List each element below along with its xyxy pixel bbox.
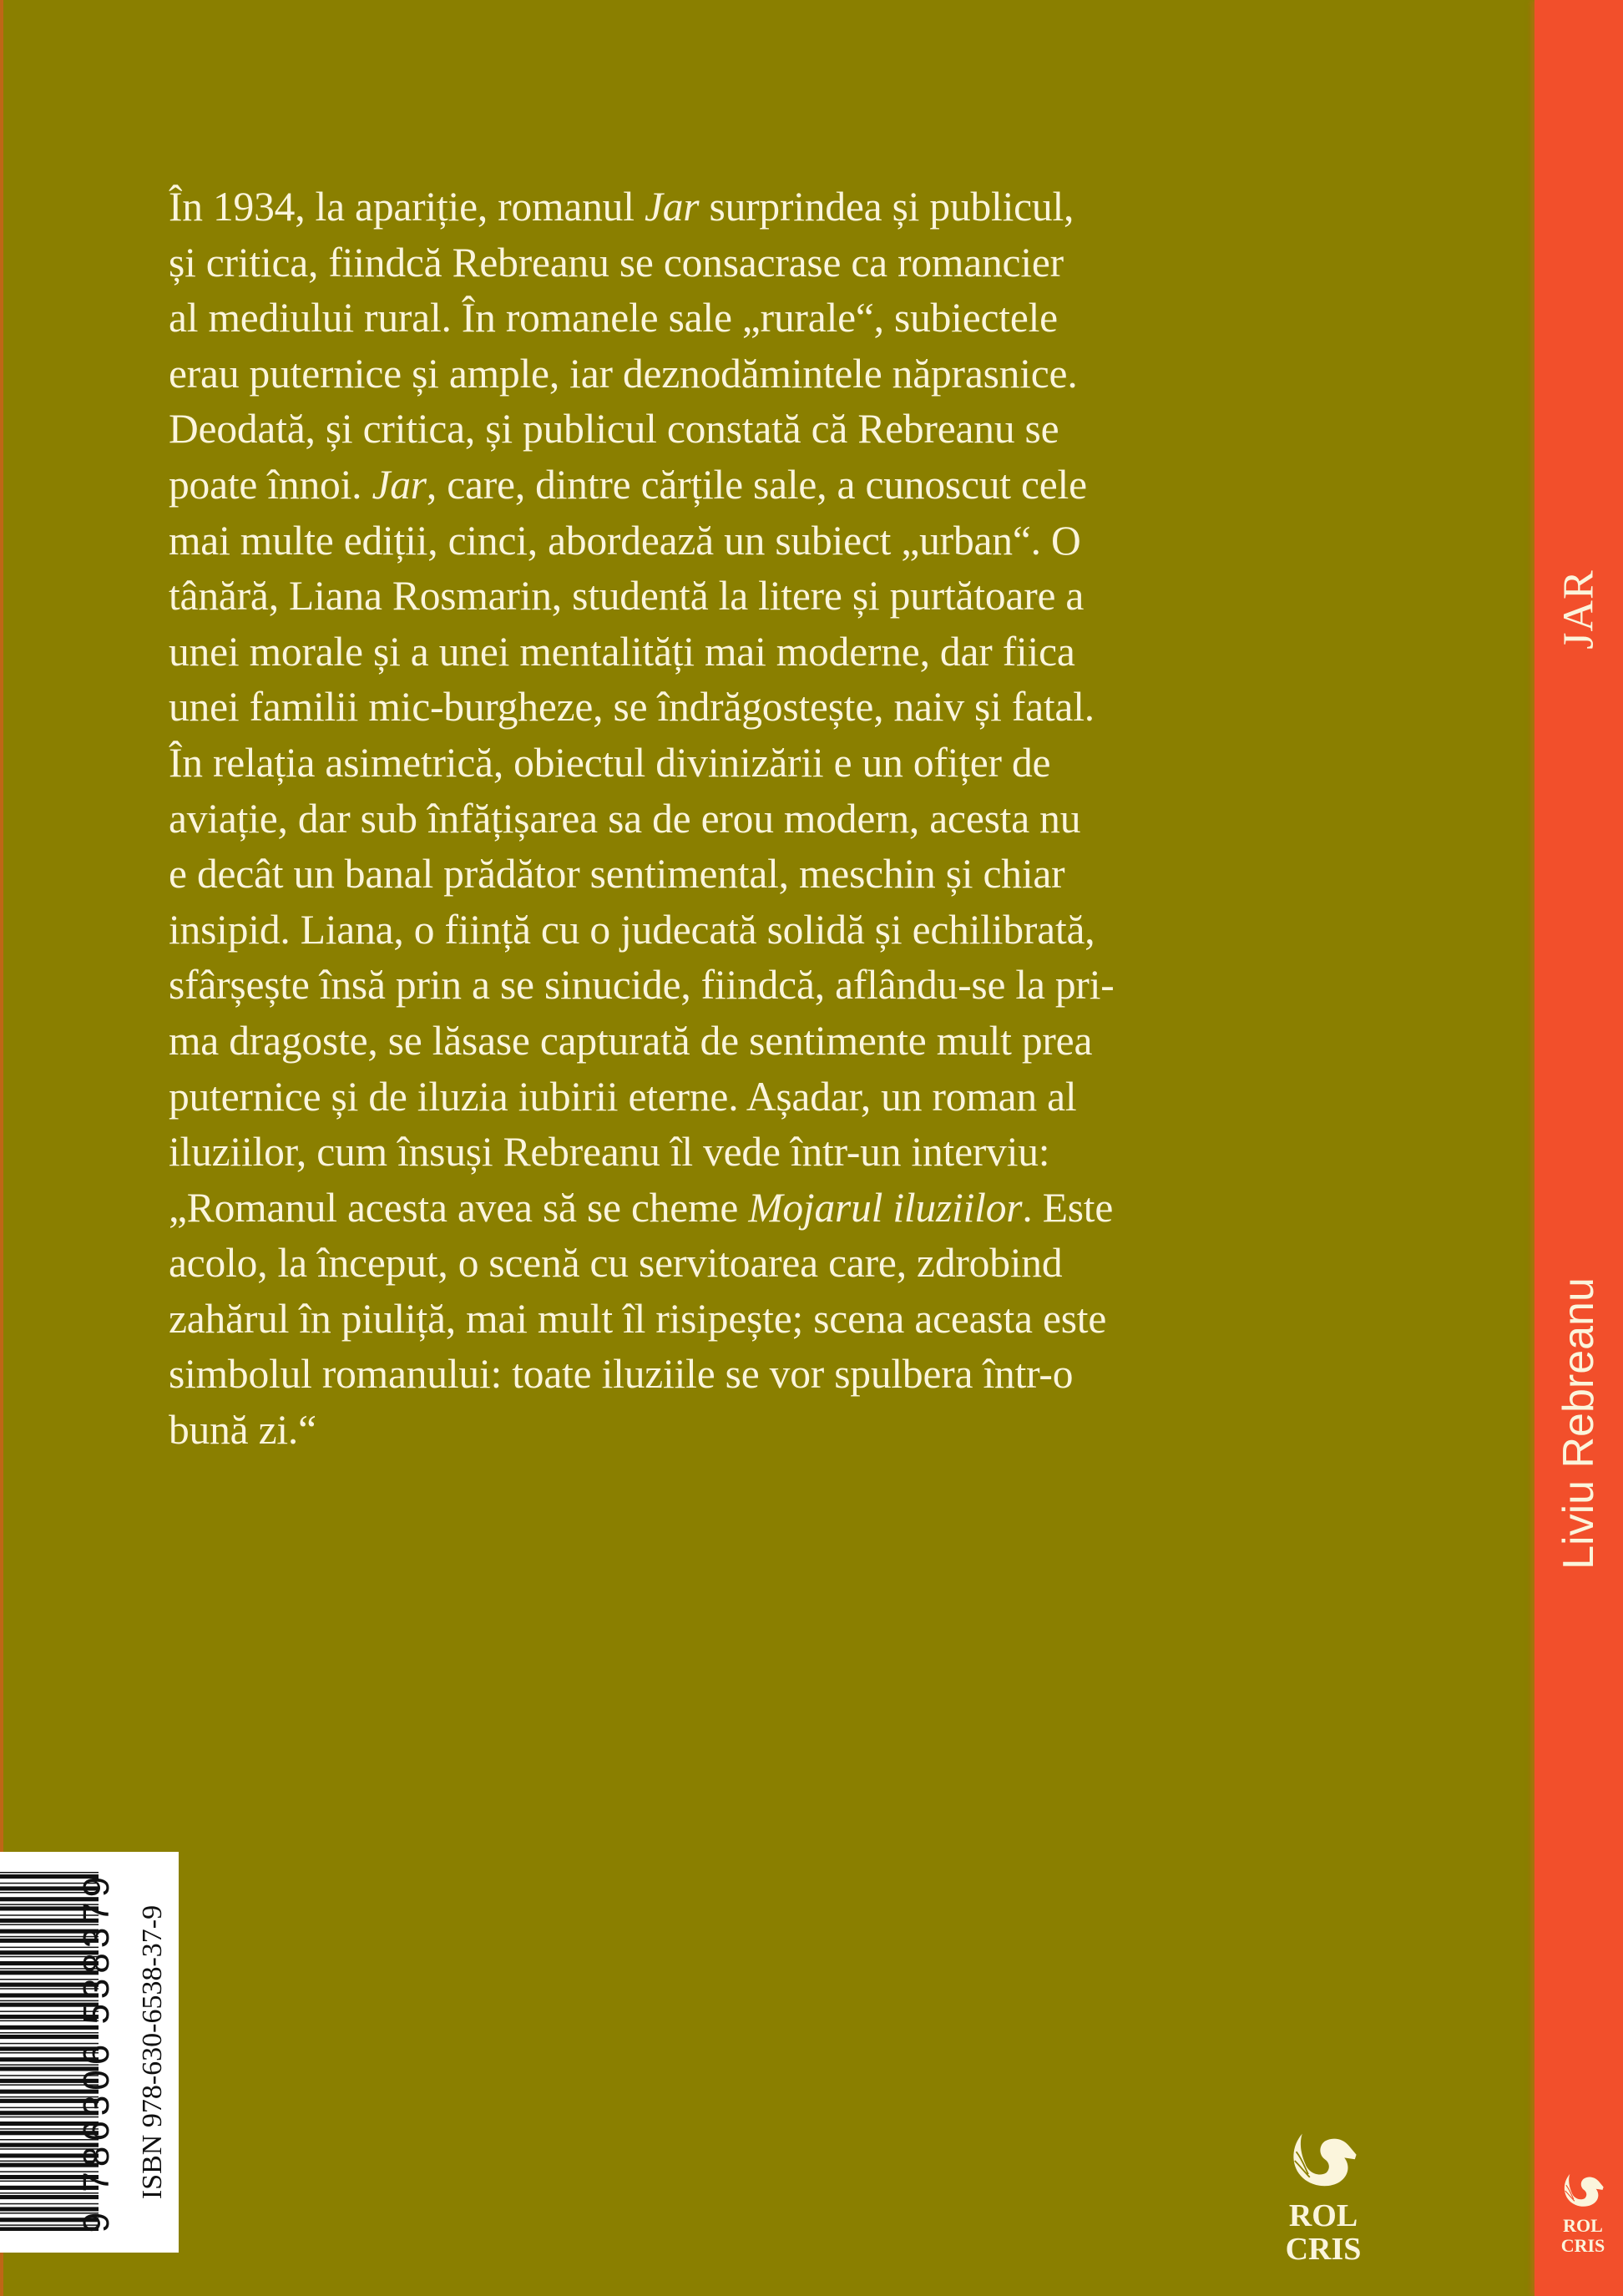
- blurb-line: și critica, fiindcă Rebreanu se consacrase ca romancier: [169, 239, 1064, 286]
- blurb-line: unei familii mic-burgheze, se îndrăgostește, naiv și fatal.: [169, 684, 1095, 731]
- blurb-line: e decât un banal prădător sentimental, meschin și chiar: [169, 851, 1065, 898]
- blurb-line: „Romanul acesta avea să se cheme Mojarul iluziilor. Este: [169, 1184, 1114, 1231]
- publisher-line2: CRIS: [1285, 2232, 1362, 2267]
- spine: [1535, 0, 1623, 2296]
- publisher-line1: ROL: [1288, 2198, 1358, 2233]
- blurb-line: sfârșește însă prin a se sinucide, fiindcă, aflându-se la pri-: [169, 962, 1115, 1009]
- spine-publisher-line2: CRIS: [1560, 2235, 1605, 2256]
- blurb-line: unei morale și a unei mentalități mai moderne, dar fiica: [169, 628, 1075, 675]
- barcode: [0, 1852, 179, 2253]
- italic-title: Jar: [644, 184, 700, 230]
- spine-author: Liviu Rebreanu: [1555, 1277, 1603, 1570]
- isbn-text: ISBN 978-630-6538-37-9: [137, 1904, 168, 2200]
- blurb-line: Deodată, și critica, și publicul constată că Rebreanu se: [169, 406, 1059, 453]
- blurb-line: zahărul în piuliță, mai mult îl risipește; scena aceasta este: [169, 1295, 1107, 1342]
- publisher-logo: [1277, 2129, 1369, 2266]
- blurb-line: tânără, Liana Rosmarin, studentă la litere și purtătoare a: [169, 573, 1085, 620]
- spine-publisher-logo: [1551, 2171, 1615, 2256]
- blurb-text: [169, 180, 1438, 1459]
- pegasus-icon: [1286, 2129, 1361, 2192]
- blurb-line: poate înnoi. Jar, care, dintre cărțile sale, a cunoscut cele: [169, 461, 1087, 508]
- blurb-line: În relația asimetrică, obiectul divinizării e un ofițer de: [169, 739, 1051, 786]
- blurb-line: aviație, dar sub înfățișarea sa de erou modern, acesta nu: [169, 795, 1081, 842]
- blurb-line: puternice și de iluzia iubirii eterne. Așadar, un roman al: [169, 1073, 1077, 1120]
- blurb-line: acolo, la început, o scenă cu servitoarea care, zdrobind: [169, 1240, 1063, 1287]
- barcode-digits: 9 786306 538379: [76, 1871, 117, 2233]
- italic-title: Jar: [372, 461, 427, 508]
- blurb-line: mai multe ediții, cinci, abordează un subiect „urban“. O: [169, 517, 1081, 564]
- blurb-line: erau puternice și ample, iar deznodămintele năprasnice.: [169, 350, 1078, 397]
- blurb-line: iluziilor, cum însuși Rebreanu îl vede într-un interviu:: [169, 1129, 1050, 1176]
- spine-publisher-line1: ROL: [1563, 2215, 1603, 2236]
- blurb-line: ma dragoste, se lăsase capturată de sentimente mult prea: [169, 1017, 1093, 1064]
- spine-title: JAR: [1555, 569, 1603, 650]
- pegasus-icon: [1560, 2171, 1606, 2211]
- blurb-line: al mediului rural. În romanele sale „rurale“, subiectele: [169, 295, 1058, 341]
- blurb-line: insipid. Liana, o ființă cu o judecată solidă și echilibrată,: [169, 906, 1095, 953]
- blurb-line: simbolul romanului: toate iluziile se vor spulbera într-o: [169, 1351, 1074, 1398]
- blurb-line: bună zi.“: [169, 1407, 316, 1454]
- italic-title: Mojarul iluziilor: [748, 1184, 1023, 1231]
- blurb-line: În 1934, la apariție, romanul Jar surprindea și publicul,: [169, 184, 1074, 230]
